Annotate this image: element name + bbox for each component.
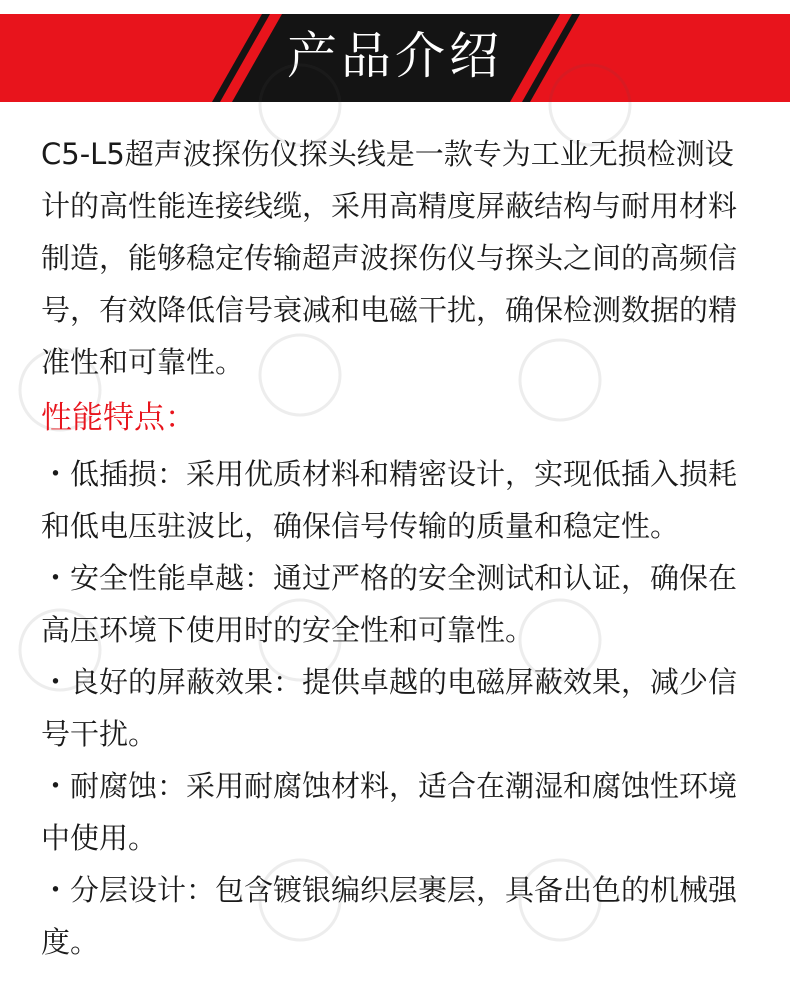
feature-item-low-loss: ・低插损：采用优质材料和精密设计，实现低插入损耗和低电压驻波比，确保信号传输的质量和稳定性。	[41, 457, 738, 543]
features-heading: 性能特点：	[41, 400, 196, 436]
header-banner	[0, 0, 790, 102]
page-title: 产品介绍	[287, 27, 503, 85]
feature-item-safety: ・安全性能卓越：通过严格的安全测试和认证，确保在高压环境下使用时的安全性和可靠性。	[41, 561, 738, 647]
feature-item-layered: ・分层设计：包含镀银编织层裹层，具备出色的机械强度。	[41, 873, 738, 959]
feature-item-shielding: ・良好的屏蔽效果：提供卓越的电磁屏蔽效果，减少信号干扰。	[41, 665, 738, 751]
intro-paragraph: C5-L5超声波探伤仪探头线是一款专为工业无损检测设计的高性能连接线缆，采用高精度屏蔽结构与耐用材料制造，能够稳定传输超声波探伤仪与探头之间的高频信号，有效降低信号衰减和电磁干扰，确保检测数据的精准性和可靠性。	[41, 137, 738, 379]
content-area	[41, 128, 761, 968]
feature-item-corrosion: ・耐腐蚀：采用耐腐蚀材料，适合在潮湿和腐蚀性环境中使用。	[41, 769, 738, 855]
